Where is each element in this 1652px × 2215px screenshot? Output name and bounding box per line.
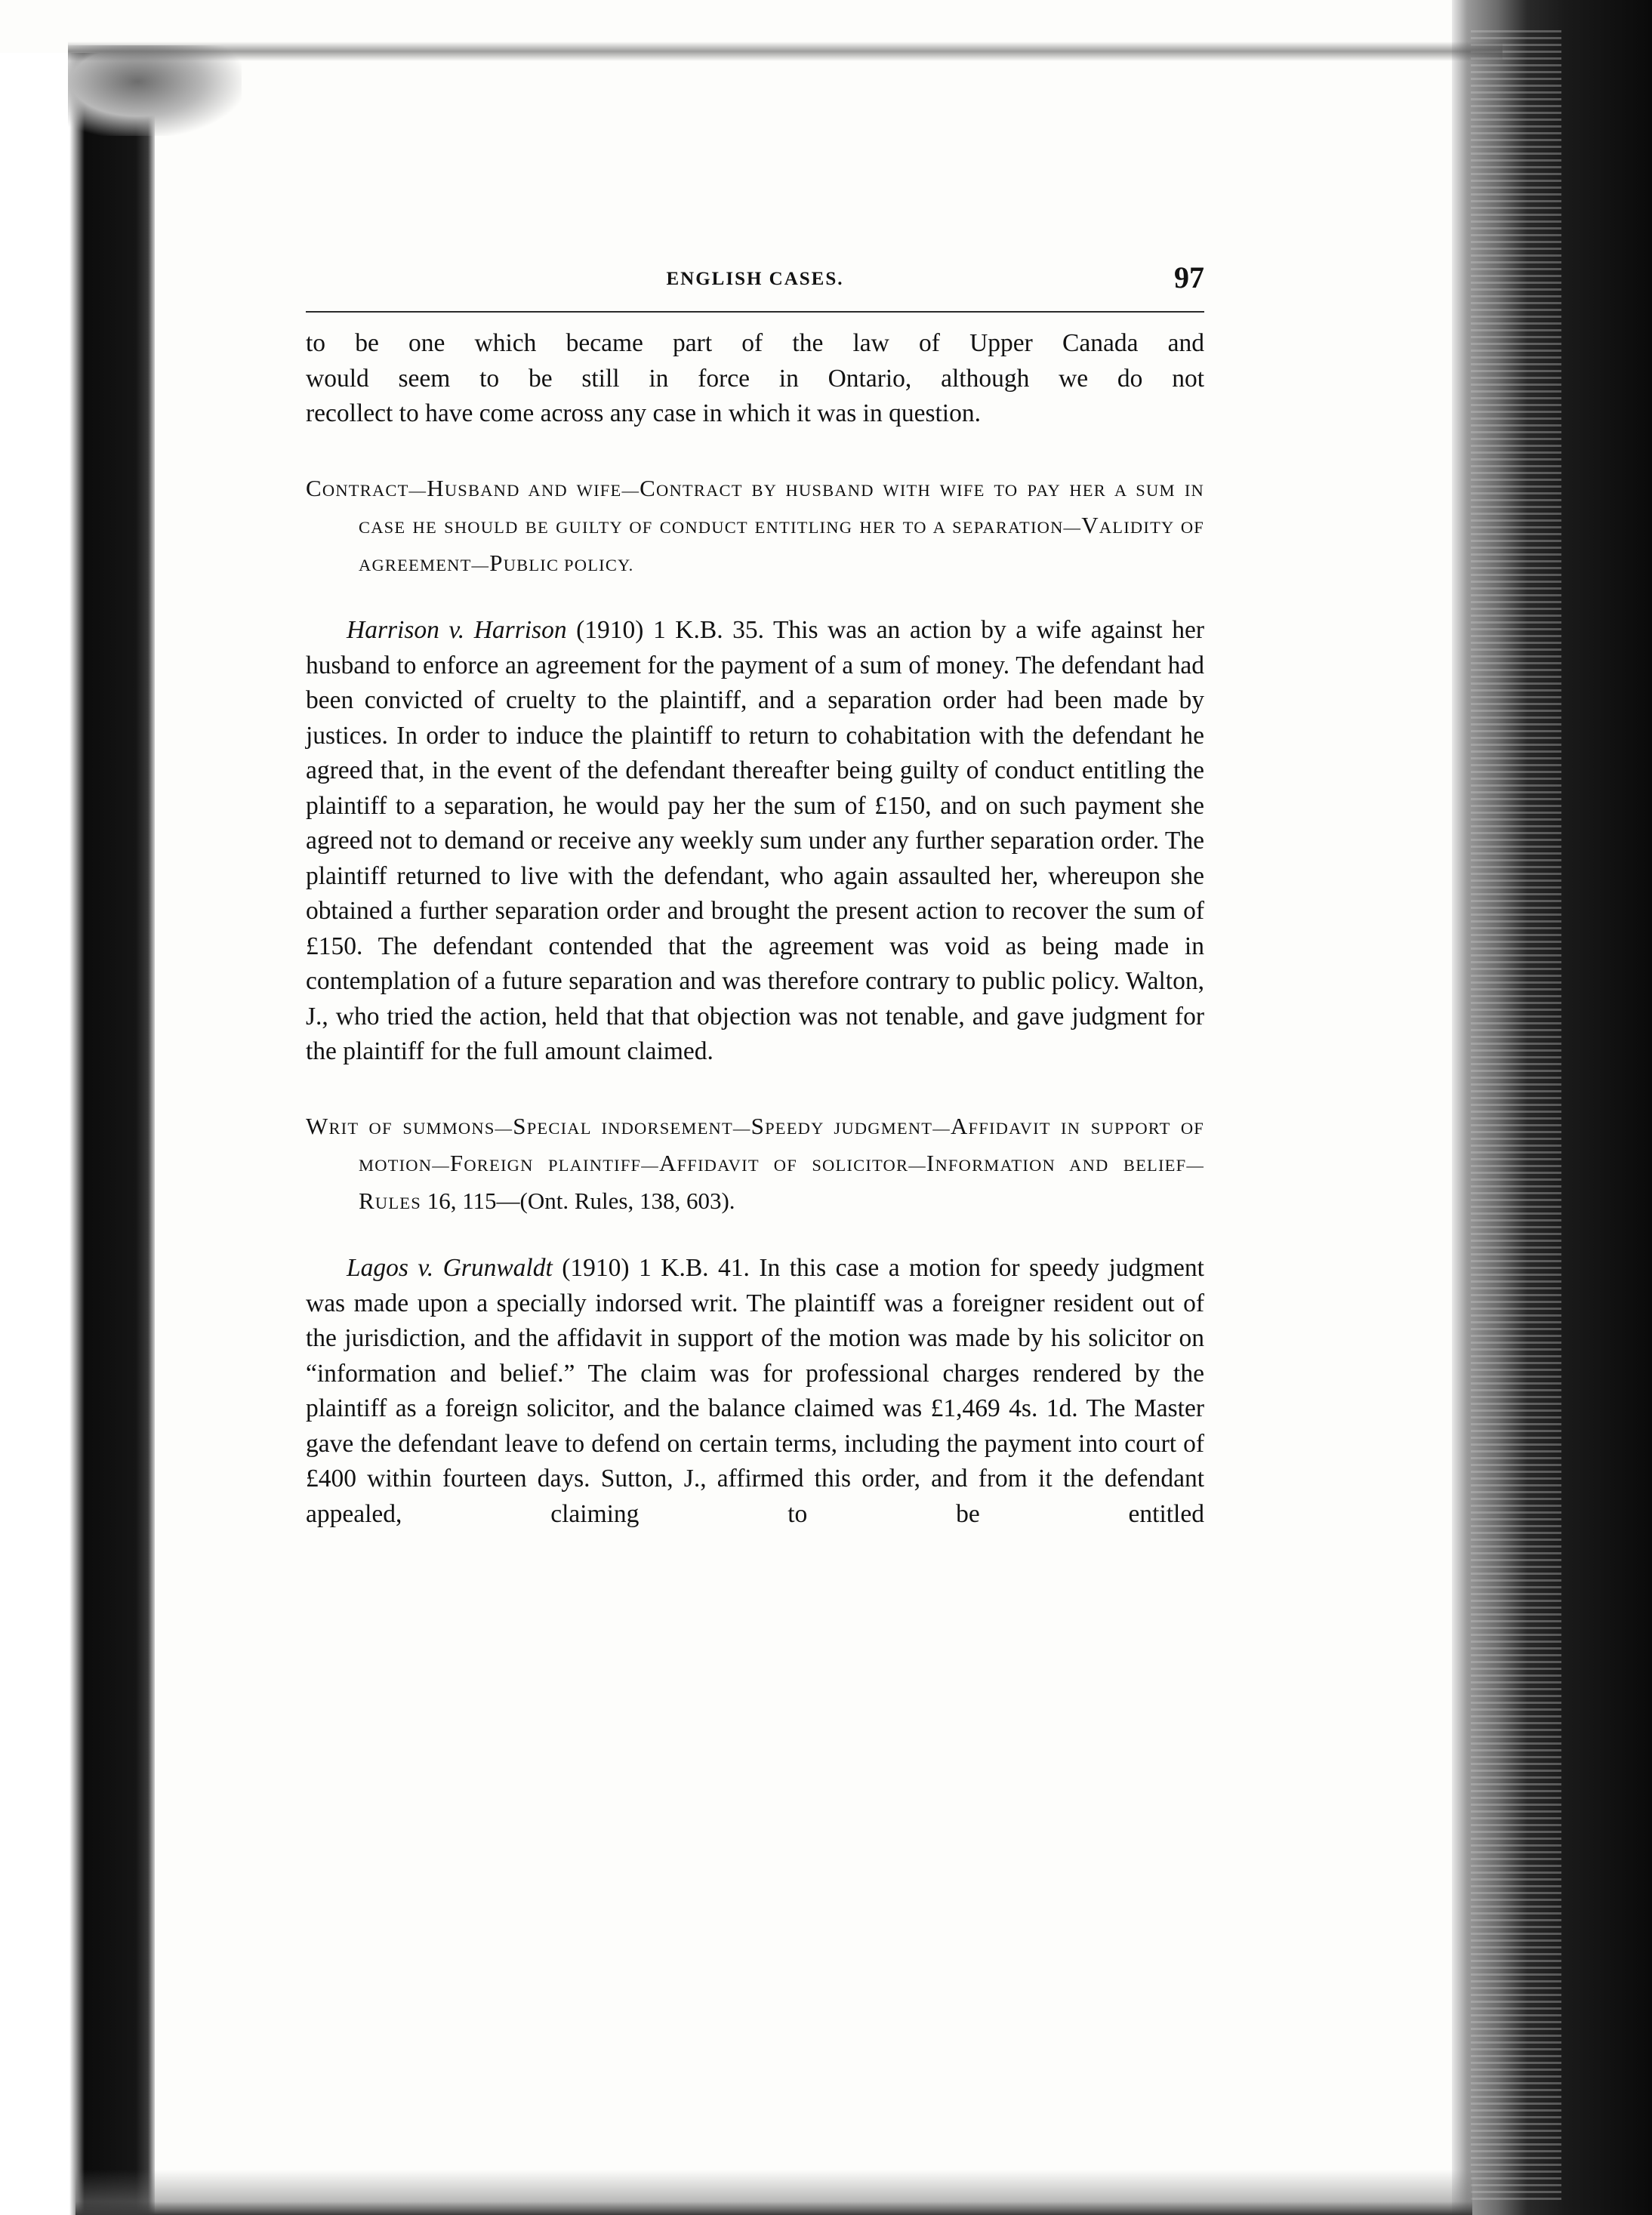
running-head [306, 257, 1204, 302]
running-title: ENGLISH CASES. [666, 269, 844, 289]
left-binding-shadow [0, 53, 155, 2215]
heading-initial: R [359, 1187, 375, 1214]
heading-dash: — [408, 480, 427, 500]
bottom-edge-shadow [76, 2170, 1472, 2215]
heading-initial: P [489, 549, 504, 576]
page-number: 97 [1174, 260, 1204, 294]
heading-text: RIT OF SUMMONS [328, 1118, 495, 1138]
heading-text: PEEDY JUDGMENT [765, 1118, 933, 1138]
heading-initial: A [658, 1150, 677, 1176]
case-body: In this case a motion for speedy judgment was made upon a specially indorsed writ. The plaintiff was a foreigner resident out of the jurisdiction, and the affidavit in support of the motion was made by his solicitor on “information and belief.” The claim was for professional charges rendered by the plaintiff as a foreign solicitor, and the balance claimed was £1,469 4s. 1d. The Master gave the defendant leave to defend on certain terms, including the payment into court of £400 within fourteen days. Sutton, J., affirmed this order, and from it the defendant appealed, claiming to be entitled [306, 1254, 1204, 1528]
case-name: Lagos v. Grunwaldt [347, 1254, 553, 1282]
heading-text: OREIGN PLAINTIFF [464, 1156, 642, 1175]
case-heading [306, 471, 1204, 584]
heading-text: ALIDITY OF AGREEMENT [359, 518, 1204, 575]
case-citation: (1910) 1 K.B. 41. [552, 1254, 750, 1282]
heading-initial: C [640, 474, 657, 501]
header-rule [306, 311, 1204, 313]
right-edge-texture [1471, 30, 1561, 2204]
heading-text: FFIDAVIT OF SOLICITOR [677, 1156, 909, 1175]
heading-initial: I [926, 1150, 935, 1176]
opening-line: to be one which became part of the law of Upper Canada and [306, 329, 1204, 357]
heading-text: USBAND AND WIFE [444, 480, 622, 500]
heading-dash: — [432, 1156, 450, 1175]
case-paragraph [306, 1251, 1204, 1532]
heading-dash: — [1186, 1156, 1205, 1175]
heading-text: ULES [374, 1193, 421, 1212]
heading-initial: A [950, 1112, 969, 1139]
heading-dash: — [1063, 518, 1082, 537]
heading-text: ONTRACT BY HUSBAND WITH WIFE TO PAY HER A SUM IN CASE HE SHOULD BE GUILTY OF CONDUCT ENTITLING HER TO A SEPARATION [359, 480, 1204, 537]
heading-text: PECIAL INDORSEMENT [526, 1118, 733, 1138]
opening-line: would seem to be still in force in Ontario, although we do not [306, 364, 1204, 393]
heading-initial: V [1081, 512, 1099, 538]
top-edge-shadow [68, 42, 1503, 61]
case-citation: (1910) 1 K.B. 35. [566, 616, 764, 644]
heading-text: ONTRACT [322, 480, 409, 500]
heading-initial: S [750, 1112, 766, 1139]
opening-paragraph [306, 326, 1204, 432]
case-paragraph [306, 613, 1204, 1070]
heading-initial: S [513, 1112, 527, 1139]
heading-dash: — [932, 1118, 951, 1138]
heading-dash: — [495, 1118, 513, 1138]
opening-line: recollect to have come across any case in which it was in question. [306, 399, 981, 427]
heading-text: UBLIC POLICY. [503, 555, 634, 575]
heading-initial: H [427, 474, 445, 501]
heading-dash: — [621, 480, 640, 500]
heading-initial: F [449, 1150, 464, 1176]
heading-rule-numbers: 16, 115—(Ont. Rules, 138, 603). [421, 1187, 735, 1214]
case-body: This was an action by a wife against her husband to enforce an agreement for the payment of a sum of money. The defendant had been convicted of cruelty to the plaintiff, and a separation order had been made by justices. In order to induce the plaintiff to return to cohabitation with the defendant he agreed that, in the event of the defendant thereafter being guilty of conduct entitling the plaintiff to a separation, he would pay her the sum of £150, and on such payment she agreed not to demand or receive any weekly sum under any further separation order. The plaintiff returned to live with the defendant, who again assaulted her, whereupon she obtained a further separation order and brought the present action to recover the sum of £150. The defendant contended that the agreement was void as being made in contemplation of a future separation and was therefore contrary to public policy. Walton, J., who tried the action, held that that objection was not tenable, and gave judgment for the plaintiff for the full amount claimed. [306, 616, 1204, 1065]
heading-dash: — [908, 1156, 926, 1175]
heading-initial: C [306, 474, 322, 501]
heading-dash: — [471, 555, 490, 575]
heading-initial: W [306, 1112, 329, 1139]
case-heading [306, 1109, 1204, 1221]
heading-text: NFORMATION AND BELIEF [935, 1156, 1187, 1175]
heading-dash: — [732, 1118, 751, 1138]
case-name: Harrison v. Harrison [347, 616, 567, 644]
page-content [306, 257, 1204, 1532]
heading-text: FFIDAVIT IN SUPPORT OF MOTION [359, 1118, 1204, 1175]
heading-dash: — [641, 1156, 659, 1175]
